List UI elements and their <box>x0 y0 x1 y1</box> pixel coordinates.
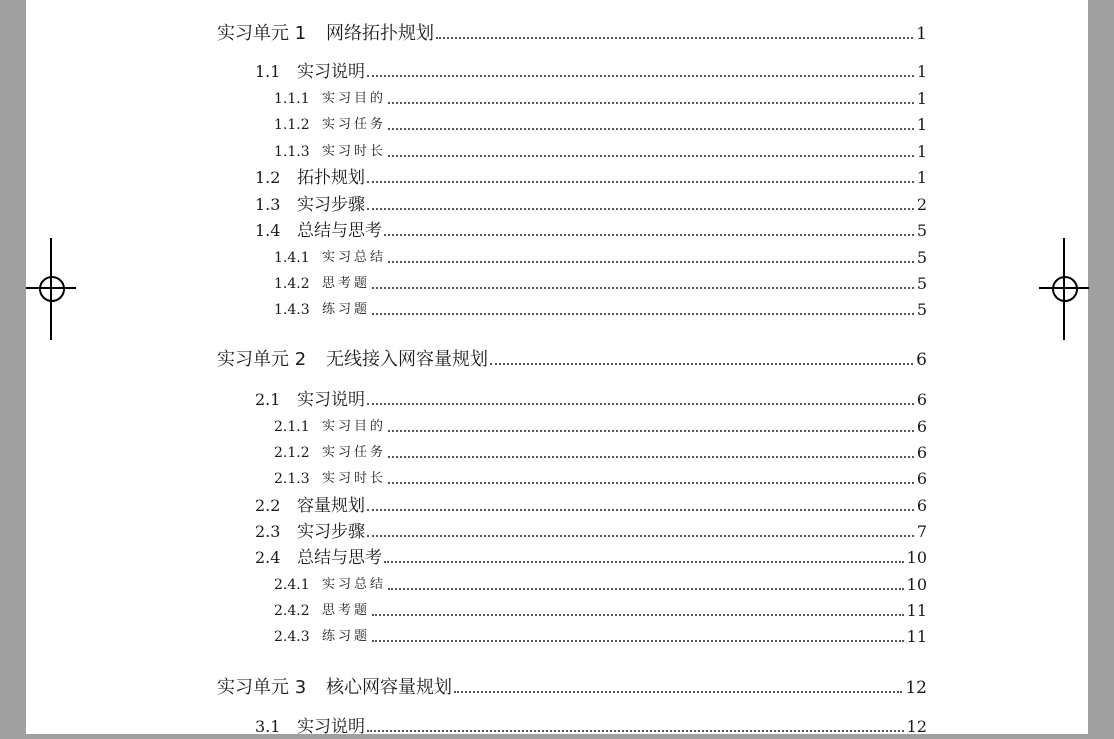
toc-entry-page: 7 <box>916 522 927 541</box>
toc-entry-title: 实习任务 <box>322 445 387 460</box>
toc-entry-number: 2.1.2 <box>274 445 310 461</box>
toc-entry-page: 6 <box>916 443 927 462</box>
toc-entry-page: 12 <box>906 717 927 736</box>
toc-leader-dots <box>372 287 914 289</box>
toc-entry[interactable] <box>26 348 1088 372</box>
toc-leader-dots <box>388 102 914 104</box>
toc-entry-title: 实习目的 <box>322 419 387 434</box>
toc-leader-dots <box>388 128 914 130</box>
toc-leader-dots <box>388 155 914 157</box>
toc-entry[interactable] <box>26 272 1088 296</box>
toc-entry-number: 1.2 <box>255 168 281 187</box>
toc-entry-title: 练习题 <box>322 629 371 644</box>
toc-entry-page: 5 <box>916 274 927 293</box>
toc-entry-title: 实习步骤 <box>297 522 365 542</box>
toc-entry-number: 1.4 <box>255 221 281 240</box>
toc-entry-number: 实习单元 2 <box>217 349 307 370</box>
toc-entry-number: 1.1.3 <box>274 144 310 160</box>
toc-entry[interactable] <box>26 625 1088 649</box>
toc-entry-page: 1 <box>916 24 927 44</box>
toc-entry-title: 练习题 <box>322 302 371 317</box>
toc-entry-number: 实习单元 1 <box>217 23 307 44</box>
toc-entry-number: 2.4.2 <box>274 603 310 619</box>
toc-leader-dots <box>372 640 904 642</box>
toc-entry-number: 1.1 <box>255 62 281 81</box>
crop-mark-left <box>26 238 76 340</box>
toc-leader-dots <box>436 37 913 39</box>
toc-entry-page: 10 <box>906 548 927 567</box>
toc-entry-page: 1 <box>916 142 927 161</box>
toc-leader-dots <box>367 535 914 537</box>
toc-entry-page: 5 <box>916 300 927 319</box>
toc-entry-title: 实习步骤 <box>297 195 365 215</box>
toc-entry[interactable] <box>26 467 1088 491</box>
toc-entry-title: 实习时长 <box>322 471 387 486</box>
toc-entry-number: 1.4.2 <box>274 276 310 292</box>
toc-entry-number: 2.4 <box>255 548 281 567</box>
toc-leader-dots <box>372 313 914 315</box>
toc-entry-title: 实习时长 <box>322 144 387 159</box>
toc-entry-number: 1.3 <box>255 195 281 214</box>
toc-entry-page: 5 <box>916 248 927 267</box>
toc-leader-dots <box>490 363 913 365</box>
toc-entry-title: 网络拓扑规划 <box>326 23 434 44</box>
toc-entry[interactable] <box>26 388 1088 412</box>
toc-entry-title: 总结与思考 <box>297 548 382 568</box>
toc-entry-title: 实习总结 <box>322 577 387 592</box>
toc-entry-page: 1 <box>916 62 927 81</box>
toc-leader-dots <box>388 430 914 432</box>
toc-entry-number: 2.2 <box>255 496 281 515</box>
toc-entry[interactable] <box>26 520 1088 544</box>
toc-leader-dots <box>367 730 904 732</box>
toc-entry-title: 实习说明 <box>297 62 365 82</box>
toc-entry-number: 1.4.3 <box>274 302 310 318</box>
toc-leader-dots <box>454 691 902 693</box>
toc-entry-number: 2.4.3 <box>274 629 310 645</box>
toc-entry[interactable] <box>26 415 1088 439</box>
toc-leader-dots <box>367 208 914 210</box>
toc-entry-page: 12 <box>905 678 927 698</box>
toc-entry[interactable] <box>26 546 1088 570</box>
toc-entry-page: 6 <box>916 417 927 436</box>
toc-entry-title: 拓扑规划 <box>297 168 365 188</box>
toc-entry-title: 实习说明 <box>297 717 365 737</box>
crop-mark-right <box>1039 238 1089 340</box>
toc-entry-title: 容量规划 <box>297 496 365 516</box>
toc-entry[interactable] <box>26 676 1088 700</box>
toc-leader-dots <box>384 234 914 236</box>
toc-entry[interactable] <box>26 60 1088 84</box>
toc-entry-page: 1 <box>916 89 927 108</box>
toc-entry[interactable] <box>26 573 1088 597</box>
toc-entry-page: 1 <box>916 168 927 187</box>
toc-entry-number: 2.1.1 <box>274 419 310 435</box>
toc-leader-dots <box>384 561 904 563</box>
toc-entry-title: 无线接入网容量规划 <box>326 349 488 370</box>
toc-leader-dots <box>367 181 914 183</box>
toc-entry[interactable] <box>26 113 1088 137</box>
toc-entry-title: 实习目的 <box>322 91 387 106</box>
toc-entry-title: 实习任务 <box>322 117 387 132</box>
toc-entry[interactable] <box>26 87 1088 111</box>
toc-leader-dots <box>388 261 914 263</box>
toc-entry-number: 2.1 <box>255 390 281 409</box>
toc-entry[interactable] <box>26 599 1088 623</box>
toc-leader-dots <box>388 482 914 484</box>
toc-entry[interactable] <box>26 494 1088 518</box>
toc-entry[interactable] <box>26 441 1088 465</box>
toc-entry-title: 思考题 <box>322 276 371 291</box>
toc-leader-dots <box>372 614 904 616</box>
toc-entry-number: 2.1.3 <box>274 471 310 487</box>
toc-entry-title: 思考题 <box>322 603 371 618</box>
toc-entry-page: 6 <box>916 390 927 409</box>
toc-entry-page: 6 <box>916 496 927 515</box>
toc-entry[interactable] <box>26 715 1088 739</box>
toc-entry-page: 11 <box>906 627 927 646</box>
toc-entry-page: 6 <box>916 350 927 370</box>
toc-entry-number: 1.1.2 <box>274 117 310 133</box>
toc-leader-dots <box>388 588 904 590</box>
toc-entry[interactable] <box>26 298 1088 322</box>
toc-entry-number: 2.4.1 <box>274 577 310 593</box>
document-page <box>26 0 1088 737</box>
toc-entry-title: 总结与思考 <box>297 221 382 241</box>
toc-entry-number: 1.1.1 <box>274 91 310 107</box>
toc-entry-number: 2.3 <box>255 522 281 541</box>
toc-entry-page: 5 <box>916 221 927 240</box>
toc-entry-page: 10 <box>906 575 927 594</box>
toc-entry-page: 2 <box>916 195 927 214</box>
toc-entry-title: 实习总结 <box>322 250 387 265</box>
toc-entry-title: 实习说明 <box>297 390 365 410</box>
toc-leader-dots <box>367 75 914 77</box>
toc-leader-dots <box>367 403 914 405</box>
toc-entry[interactable] <box>26 193 1088 217</box>
toc-entry[interactable] <box>26 166 1088 190</box>
toc-entry-title: 核心网容量规划 <box>326 677 452 698</box>
toc-entry-number: 1.4.1 <box>274 250 310 266</box>
toc-entry[interactable] <box>26 246 1088 270</box>
toc-leader-dots <box>388 456 914 458</box>
toc-entry[interactable] <box>26 140 1088 164</box>
toc-entry-page: 6 <box>916 469 927 488</box>
toc-entry-number: 3.1 <box>255 717 281 736</box>
toc-entry[interactable] <box>26 219 1088 243</box>
toc-entry-number: 实习单元 3 <box>217 677 307 698</box>
toc-entry[interactable] <box>26 22 1088 46</box>
toc-entry-page: 11 <box>906 601 927 620</box>
toc-entry-page: 1 <box>916 115 927 134</box>
toc-leader-dots <box>367 509 914 511</box>
